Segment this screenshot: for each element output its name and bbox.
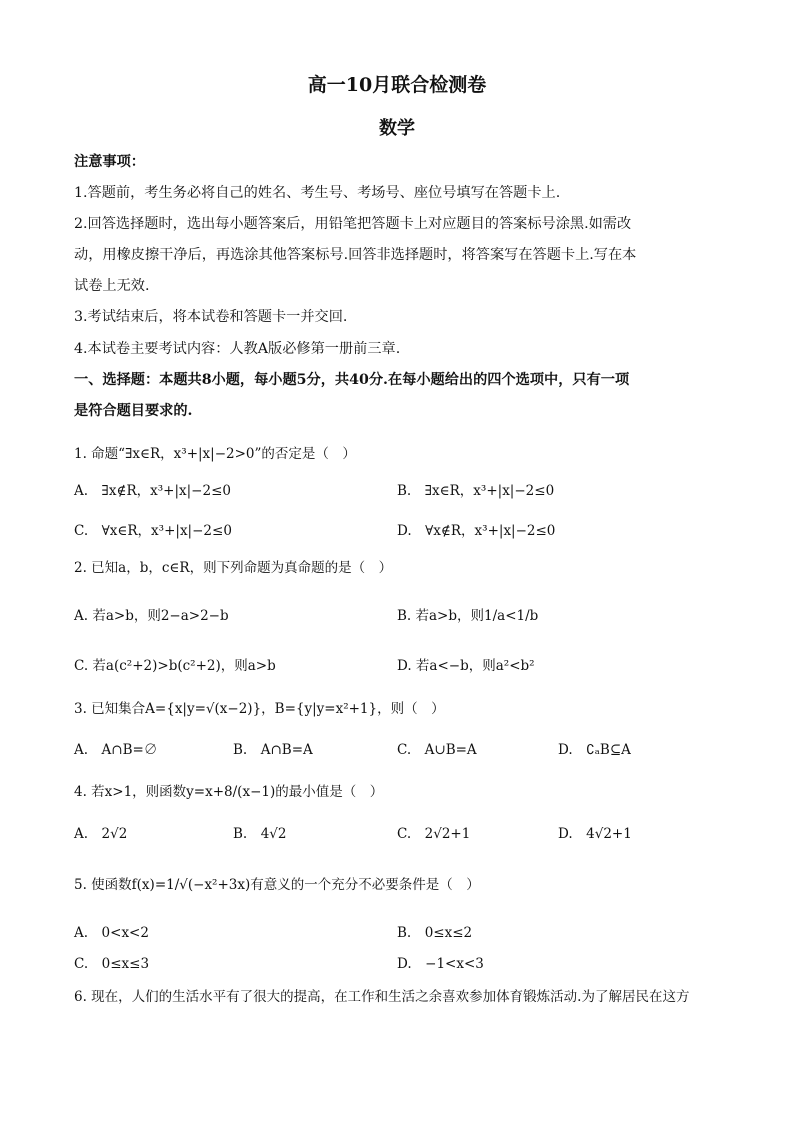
question-5-option-a: A. 0<x<2: [74, 925, 149, 941]
question-3-option-b: B. A∩B=A: [233, 742, 313, 758]
question-1-option-b: B. ∃x∈R，x³+|x|−2≤0: [397, 483, 555, 499]
question-4-option-c: C. 2√2+1: [397, 826, 471, 842]
question-5-stem: 5. 使函数f(x)=1/√(−x²+3x)有意义的一个充分不必要条件是（ ）: [74, 877, 480, 893]
question-2-option-a: A. 若a>b，则2−a>2−b: [74, 608, 229, 624]
question-4-stem: 4. 若x>1，则函数y=x+8/(x−1)的最小值是（ ）: [74, 784, 384, 800]
question-1-option-a: A. ∃x∉R，x³+|x|−2≤0: [74, 483, 231, 499]
section-heading: 一、选择题：本题共8小题，每小题5分，共40分.在每小题给出的四个选项中，只有一项: [74, 372, 630, 388]
question-3-option-d: D. ∁ₐB⊆A: [558, 742, 631, 758]
question-1-option-d: D. ∀x∉R，x³+|x|−2≤0: [397, 523, 556, 539]
question-6-stem: 6. 现在，人们的生活水平有了很大的提高，在工作和生活之余喜欢参加体育锻炼活动.为了解居民在这方: [74, 989, 690, 1005]
question-1-stem: 1. 命题“∃x∈R，x³+|x|−2>0”的否定是（ ）: [74, 446, 356, 462]
question-5-option-b: B. 0≤x≤2: [397, 925, 473, 941]
note-line: 2.回答选择题时，选出每小题答案后，用铅笔把答题卡上对应题目的答案标号涂黑.如需改: [74, 216, 632, 232]
question-4-option-b: B. 4√2: [233, 826, 287, 842]
exam-title: 高一10月联合检测卷: [307, 74, 487, 96]
question-3-option-a: A. A∩B=∅: [74, 742, 158, 758]
note-line: 3.考试结束后，将本试卷和答题卡一并交回.: [74, 309, 348, 325]
question-3-option-c: C. A∪B=A: [397, 742, 477, 758]
question-2-option-b: B. 若a>b，则1/a<1/b: [397, 608, 539, 624]
question-2-option-d: D. 若a<−b，则a²<b²: [397, 658, 535, 674]
note-line: 1.答题前，考生务必将自己的姓名、考生号、考场号、座位号填写在答题卡上.: [74, 185, 561, 201]
question-4-option-d: D. 4√2+1: [558, 826, 632, 842]
note-line: 4.本试卷主要考试内容：人教A版必修第一册前三章.: [74, 341, 401, 357]
note-line: 试卷上无效.: [74, 278, 150, 294]
question-1-option-c: C. ∀x∈R，x³+|x|−2≤0: [74, 523, 232, 539]
note-line: 动，用橡皮擦干净后，再选涂其他答案标号.回答非选择题时，将答案写在答题卡上.写在本: [74, 247, 637, 263]
section-heading-cont: 是符合题目要求的.: [74, 403, 193, 419]
question-2-option-c: C. 若a(c²+2)>b(c²+2)，则a>b: [74, 658, 276, 674]
question-3-stem: 3. 已知集合A={x|y=√(x−2)}，B={y|y=x²+1}，则（ ）: [74, 701, 445, 717]
question-5-option-c: C. 0≤x≤3: [74, 956, 150, 972]
notes-heading: 注意事项：: [74, 154, 145, 170]
exam-subject: 数学: [379, 118, 415, 139]
question-5-option-d: D. −1<x<3: [397, 956, 484, 972]
question-4-option-a: A. 2√2: [74, 826, 128, 842]
question-2-stem: 2. 已知a，b，c∈R，则下列命题为真命题的是（ ）: [74, 560, 393, 576]
